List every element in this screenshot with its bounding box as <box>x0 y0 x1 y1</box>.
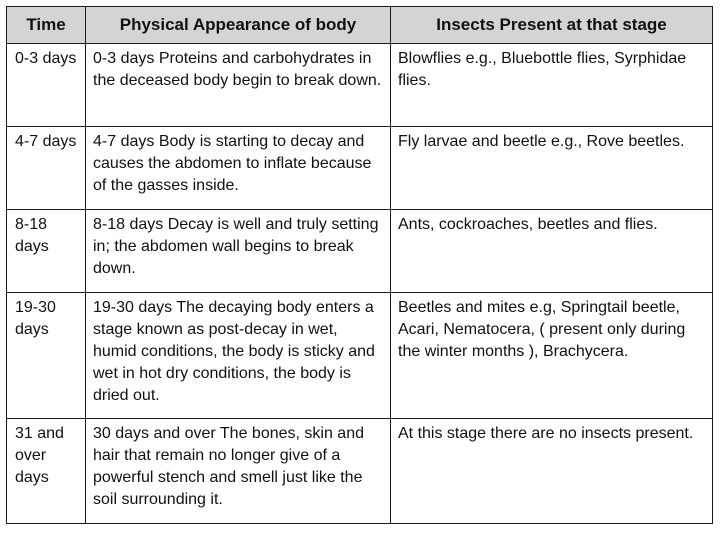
table-body <box>7 44 713 524</box>
insects-cell: At this stage there are no insects present. <box>391 419 713 524</box>
appearance-cell: 4-7 days Body is starting to decay and causes the abdomen to inflate because of the gasses inside. <box>86 127 391 210</box>
insects-cell: Ants, cockroaches, beetles and flies. <box>391 210 713 293</box>
appearance-cell: 8-18 days Decay is well and truly setting in; the abdomen wall begins to break down. <box>86 210 391 293</box>
appearance-cell: 30 days and over The bones, skin and hair that remain no longer give of a powerful stench and smell just like the soil surrounding it. <box>86 419 391 524</box>
time-cell: 8-18 days <box>7 210 86 293</box>
decomposition-table-container <box>6 6 712 524</box>
table-row <box>7 210 713 293</box>
appearance-cell: 0-3 days Proteins and carbohydrates in the deceased body begin to break down. <box>86 44 391 127</box>
insects-cell: Fly larvae and beetle e.g., Rove beetles. <box>391 127 713 210</box>
decomposition-stages-table <box>6 6 713 524</box>
insects-cell: Beetles and mites e.g, Springtail beetle, Acari, Nematocera, ( present only during the winter months ), Brachycera. <box>391 293 713 419</box>
header-physical-appearance: Physical Appearance of body <box>86 7 391 44</box>
time-cell: 31 and over days <box>7 419 86 524</box>
table-row <box>7 293 713 419</box>
table-header <box>7 7 713 44</box>
time-cell: 19-30 days <box>7 293 86 419</box>
table-row <box>7 419 713 524</box>
insects-cell: Blowflies e.g., Bluebottle flies, Syrphidae flies. <box>391 44 713 127</box>
time-cell: 4-7 days <box>7 127 86 210</box>
header-time: Time <box>7 7 86 44</box>
table-row <box>7 44 713 127</box>
time-cell: 0-3 days <box>7 44 86 127</box>
table-row <box>7 127 713 210</box>
header-insects-present: Insects Present at that stage <box>391 7 713 44</box>
header-row <box>7 7 713 44</box>
appearance-cell: 19-30 days The decaying body enters a stage known as post-decay in wet, humid conditions, the body is sticky and wet in hot dry conditions, the body is dried out. <box>86 293 391 419</box>
